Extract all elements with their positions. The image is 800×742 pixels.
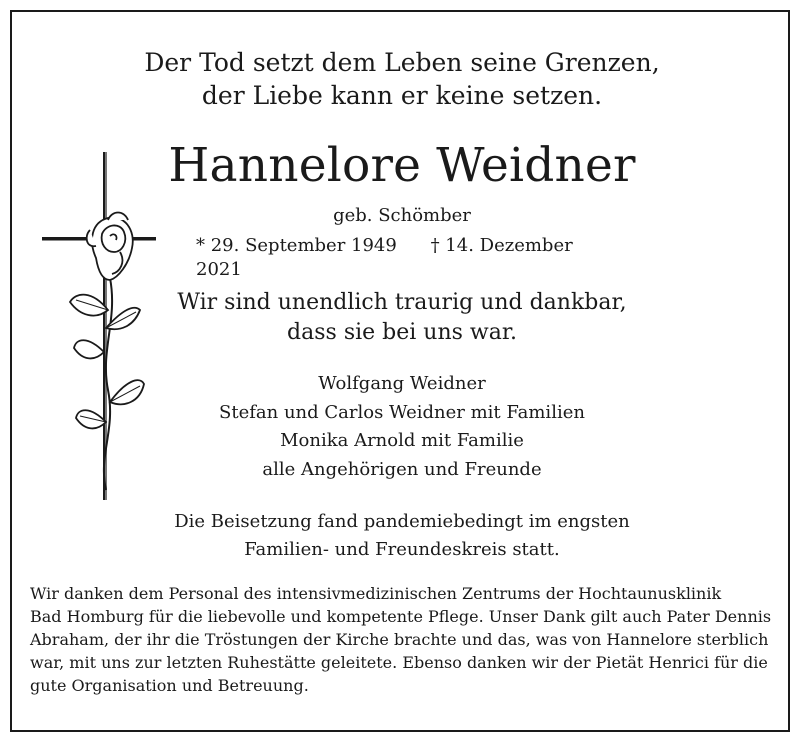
life-dates (196, 234, 616, 282)
motto (12, 46, 792, 112)
mourner: Stefan und Carlos Weidner mit Familien (219, 401, 585, 423)
mourners-list (12, 370, 792, 484)
birth-name: geb. Schömber (333, 205, 471, 226)
saying-line-1: Wir sind unendlich traurig und dankbar, (177, 290, 627, 315)
funeral-line-2: Familien- und Freundeskreis statt. (244, 539, 560, 560)
saying (12, 288, 792, 348)
mourner: Wolfgang Weidner (318, 373, 486, 394)
thanks-line: war, mit uns zur letzten Ruhestätte geleitete. Ebenso danken wir der Pietät Henrici für die (30, 653, 768, 672)
deceased-name: Hannelore Weidner (168, 138, 636, 193)
saying-line-2: dass sie bei uns war. (287, 320, 517, 345)
thanks-line: Wir danken dem Personal des intensivmedizinischen Zentrums der Hochtaunusklinik (30, 584, 722, 603)
thanks-line: Abraham, der ihr die Tröstungen der Kirche brachte und das, was von Hannelore sterblich (30, 630, 769, 649)
thanks-line: gute Organisation und Betreuung. (30, 676, 309, 695)
motto-line-2: der Liebe kann er keine setzen. (201, 81, 603, 110)
thanks-line: Bad Homburg für die liebevolle und kompetente Pflege. Unser Dank gilt auch Pater Dennis (30, 607, 772, 626)
funeral-note (12, 508, 792, 564)
mourner: Monika Arnold mit Familie (280, 430, 524, 451)
thanks-paragraph (30, 582, 770, 697)
motto-line-1: Der Tod setzt dem Leben seine Grenzen, (144, 48, 660, 77)
mourner: alle Angehörigen und Freunde (262, 458, 542, 480)
obituary-notice (10, 10, 790, 732)
death-date: † 14. Dezember 2021 (196, 235, 573, 280)
birth-date: * 29. September 1949 (196, 235, 397, 256)
funeral-line-1: Die Beisetzung fand pandemiebedingt im engsten (174, 511, 630, 532)
